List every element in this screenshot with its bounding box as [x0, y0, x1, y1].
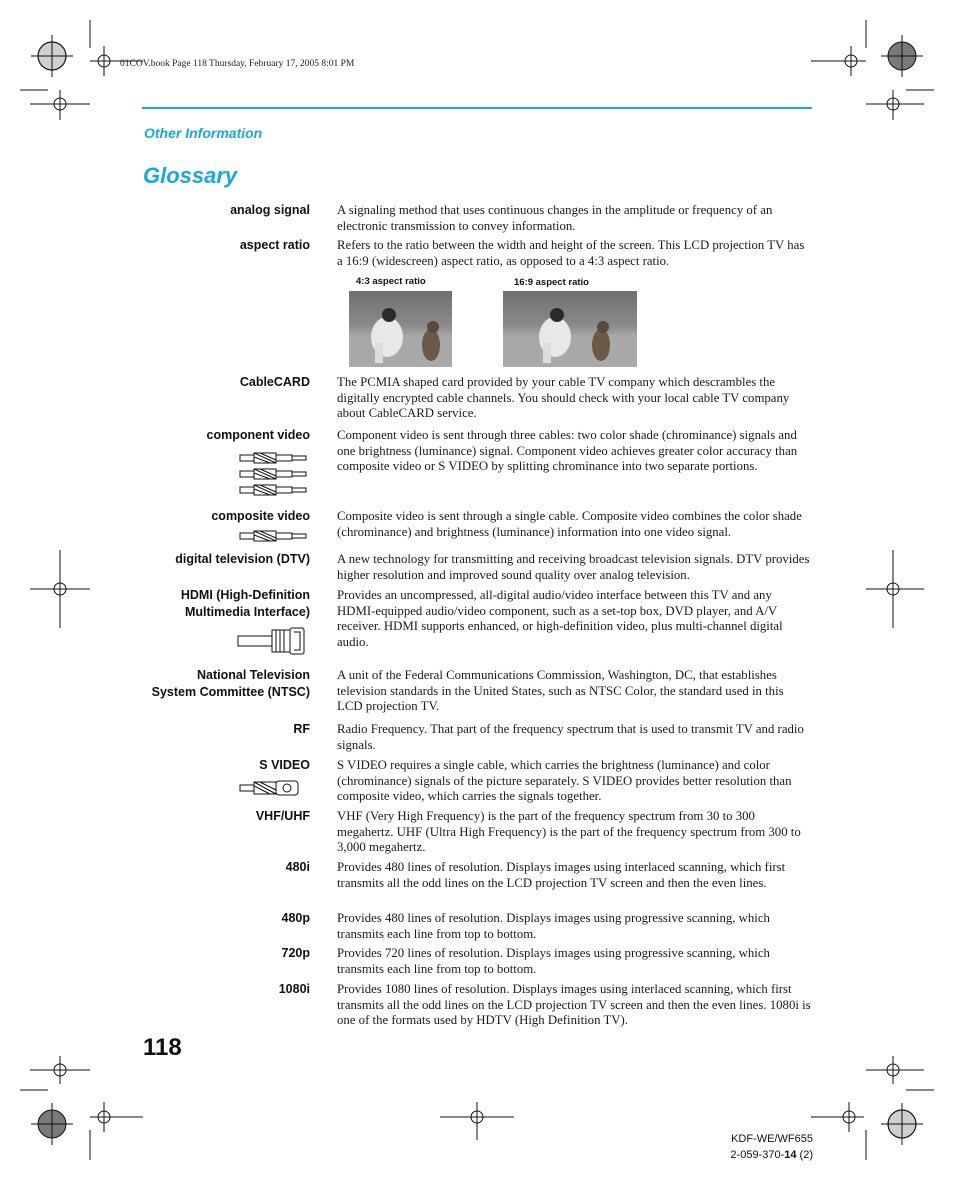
term-vhf-uhf: VHF/UHF: [255, 809, 310, 823]
model-info: [730, 1131, 813, 1163]
definition-hdmi: Provides an uncompressed, all-digital audio/video interface between this TV and any HDMI-equipped audio/video component, such as a set-top box, DVD player, and A/V receiver. HDMI supports enhanced, or high-definition video, plus multi-channel digital audio.: [337, 588, 783, 649]
term-1080i: 1080i: [278, 982, 310, 996]
definition-analog-signal: A signaling method that uses continuous changes in the amplitude or frequency of an electronic transmission to convey information.: [337, 203, 773, 233]
s-video-cable-icon: [240, 780, 310, 798]
part-number: 2-059-370-14 (2): [730, 1149, 813, 1161]
aspect-4-3-photo: [349, 291, 452, 367]
term-hdmi: HDMI (High-Definition Multimedia Interface): [180, 588, 310, 619]
definition-ntsc: A unit of the Federal Communications Commission, Washington, DC, that establishes television standards in the United States, such as NTSC Color, the standard used in this LCD projection TV.: [337, 668, 784, 713]
term-ntsc: National Television System Committee (NTSC): [151, 668, 310, 699]
definition-component-video: Component video is sent through three cables: two color shade (chrominance) signals and one brightness (luminance) signal. Component video achieves greater color accuracy than composite video or S VIDEO by splitting chrominance into two separate portions.: [337, 428, 798, 473]
term-480p: 480p: [281, 911, 310, 925]
term-analog-signal: analog signal: [230, 203, 310, 217]
definition-480i: Provides 480 lines of resolution. Displays images using interlaced scanning, which first transmits all the odd lines on the LCD projection TV screen and then the even lines.: [337, 860, 786, 890]
definition-aspect-ratio: Refers to the ratio between the width and height of the screen. This LCD projection TV has a 16:9 (widescreen) aspect ratio, as opposed to a 4:3 aspect ratio.: [337, 238, 805, 268]
term-480i: 480i: [285, 860, 310, 874]
definition-vhf-uhf: VHF (Very High Frequency) is the part of the frequency spectrum from 30 to 300 megahertz. UHF (Ultra High Frequency) is the part of the frequency spectrum from 300 to 3,000 megahertz.: [337, 809, 801, 854]
term-720p: 720p: [281, 946, 310, 960]
term-composite-video: composite video: [211, 509, 310, 523]
page-title: Glossary: [143, 163, 238, 188]
header-rule: [142, 107, 812, 109]
composite-cable-icon: [240, 530, 310, 544]
hdmi-cable-icon: [238, 624, 308, 660]
definition-s-video: S VIDEO requires a single cable, which carries the brightness (luminance) and color (chrominance) signals of the picture separately. S VIDEO provides better resolution than composite video, which carries the signals together.: [337, 758, 792, 803]
file-info: 01COV.book Page 118 Thursday, February 17, 2005 8:01 PM: [120, 59, 355, 69]
page-number: 118: [143, 1034, 182, 1061]
term-cablecard: CableCARD: [239, 375, 310, 389]
term-dtv: digital television (DTV): [175, 552, 310, 566]
definition-480p: Provides 480 lines of resolution. Displays images using progressive scanning, which transmits each line from top to bottom.: [337, 911, 770, 941]
definition-1080i: Provides 1080 lines of resolution. Displays images using interlaced scanning, which first transmits all the odd lines on the LCD projection TV screen and then the even lines. 1080i is one of the formats used by HDTV (High Definition TV).: [337, 982, 811, 1027]
term-component-video: component video: [206, 428, 310, 442]
model-number: KDF-WE/WF655: [731, 1133, 813, 1145]
definition-dtv: A new technology for transmitting and receiving broadcast television signals. DTV provides higher resolution and improved sound quality over analog television.: [337, 552, 810, 582]
component-cable-icon: [240, 450, 310, 500]
definition-composite-video: Composite video is sent through a single cable. Composite video combines the color shade (chrominance) and brightness (luminance) information into one video signal.: [337, 509, 802, 539]
caption-4-3: 4:3 aspect ratio: [356, 276, 426, 287]
definition-cablecard: The PCMIA shaped card provided by your cable TV company which descrambles the digitally encrypted cable channels. You should check with your local cable TV company about CableCARD service.: [337, 375, 790, 420]
term-s-video: S VIDEO: [259, 758, 310, 772]
term-rf: RF: [293, 722, 310, 736]
section-label: Other Information: [144, 125, 263, 141]
caption-16-9: 16:9 aspect ratio: [514, 277, 589, 288]
definition-720p: Provides 720 lines of resolution. Displays images using progressive scanning, which transmits each line from top to bottom.: [337, 946, 770, 976]
aspect-16-9-photo: [503, 291, 637, 367]
term-aspect-ratio: aspect ratio: [239, 238, 310, 252]
definition-rf: Radio Frequency. That part of the frequency spectrum that is used to transmit TV and radio signals.: [337, 722, 804, 752]
